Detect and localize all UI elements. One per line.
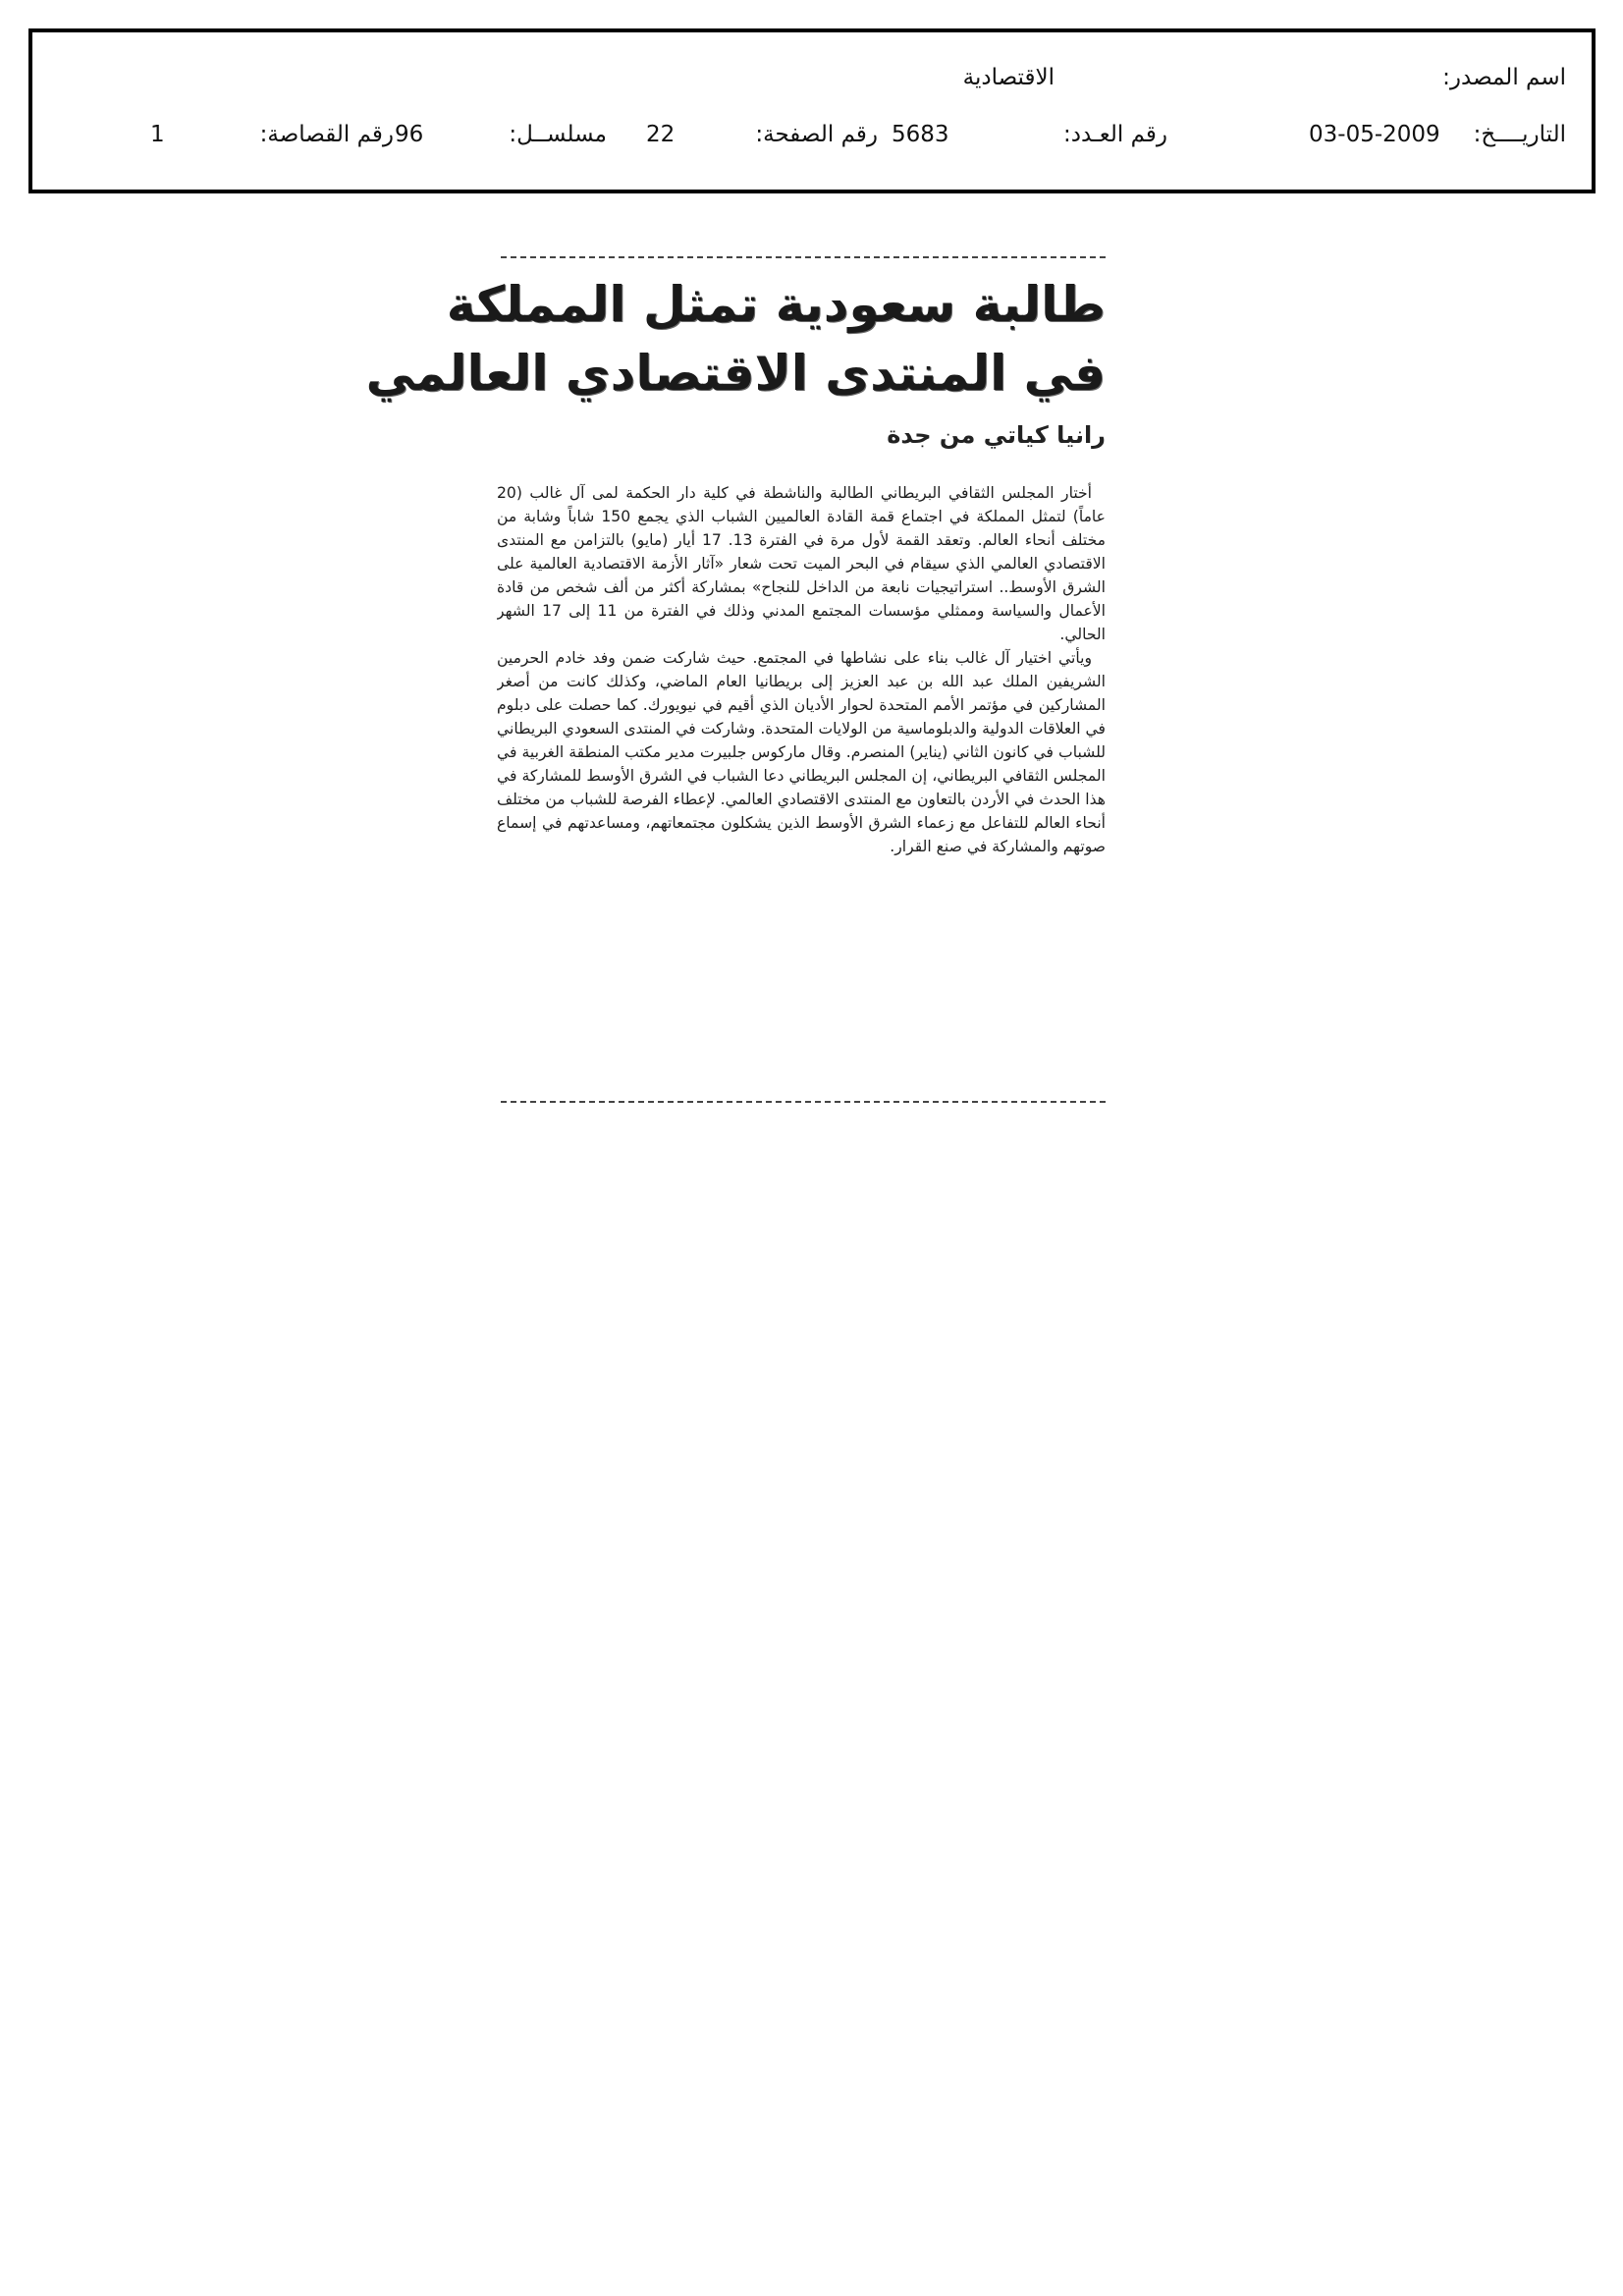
- clip-number-label: رقم القصاصة:: [259, 122, 394, 147]
- source-value: الاقتصادية: [962, 65, 1055, 90]
- source-label: اسم المصدر:: [1442, 65, 1566, 90]
- clip-number-value: 1: [150, 122, 165, 147]
- page-number-label: رقم الصفحة:: [755, 122, 878, 147]
- clipping-metadata-box: [28, 28, 1596, 193]
- article-body: [497, 481, 1106, 1090]
- article-byline: رانيا كياتي من جدة: [887, 421, 1106, 449]
- serial-value: 96: [395, 122, 424, 147]
- issue-number-label: رقم العـدد:: [1062, 122, 1167, 147]
- issue-number-value: 5683: [892, 122, 949, 147]
- top-divider: [501, 256, 1106, 258]
- date-value: 03-05-2009: [1309, 122, 1440, 147]
- headline-line-2: في المنتدى الاقتصادي العالمي: [365, 345, 1106, 402]
- newspaper-clipping: [365, 250, 1115, 1115]
- article-paragraph: ويأتي اختيار آل غالب بناء على نشاطها في المجتمع. حيث شاركت ضمن وفد خادم الحرمين الشريفين الملك عبد الله بن عبد العزيز إلى بريطانيا العام الماضي، وكذلك كانت من أصغر المشاركين في مؤتمر الأمم المتحدة لحوار الأديان الذي أقيم في نيويورك. كما حصلت على دبلوم في العلاقات الدولية والدبلوماسية من الولايات المتحدة. وشاركت في المنتدى السعودي البريطاني للشباب في كانون الثاني (يناير) المنصرم. وقال ماركوس جلبيرت مدير مكتب المنطقة الغربية في المجلس الثقافي البريطاني، إن المجلس البريطاني دعا الشباب في الشرق الأوسط للمشاركة في هذا الحدث في الأردن بالتعاون مع المنتدى الاقتصادي العالمي. لإعطاء الفرصة للشباب من مختلف أنحاء العالم للتفاعل مع زعماء الشرق الأوسط الذين يشكلون مجتمعاتهم، ومساعدتهم في إسماع صوتهم والمشاركة في صنع القرار.: [497, 649, 1106, 855]
- bottom-divider: [501, 1101, 1106, 1103]
- serial-label: مسلســل:: [509, 122, 607, 147]
- date-label: التاريــــخ:: [1473, 122, 1566, 147]
- article-headline: [365, 270, 1106, 408]
- page-number-value: 22: [646, 122, 676, 147]
- headline-line-1: طالبة سعودية تمثل المملكة: [446, 276, 1106, 333]
- article-paragraph: أختار المجلس الثقافي البريطاني الطالبة والناشطة في كلية دار الحكمة لمى آل غالب (20 عاماً) لتمثل المملكة في اجتماع قمة القادة العالميين الشباب الذي يجمع 150 شاباً وشابة من مختلف أنحاء العالم. وتعقد القمة لأول مرة في الفترة 13. 17 أيار (مايو) بالتزامن مع المنتدى الاقتصادي العالمي الذي سيقام في البحر الميت تحت شعار «آثار الأزمة الاقتصادية العالمية على الشرق الأوسط.. استراتيجيات نابعة من الداخل للنجاح» بمشاركة أكثر من ألف شخص من قادة الأعمال والسياسة وممثلي مؤسسات المجتمع المدني وذلك في الفترة من 11 إلى 17 الشهر الحالي.: [497, 484, 1106, 643]
